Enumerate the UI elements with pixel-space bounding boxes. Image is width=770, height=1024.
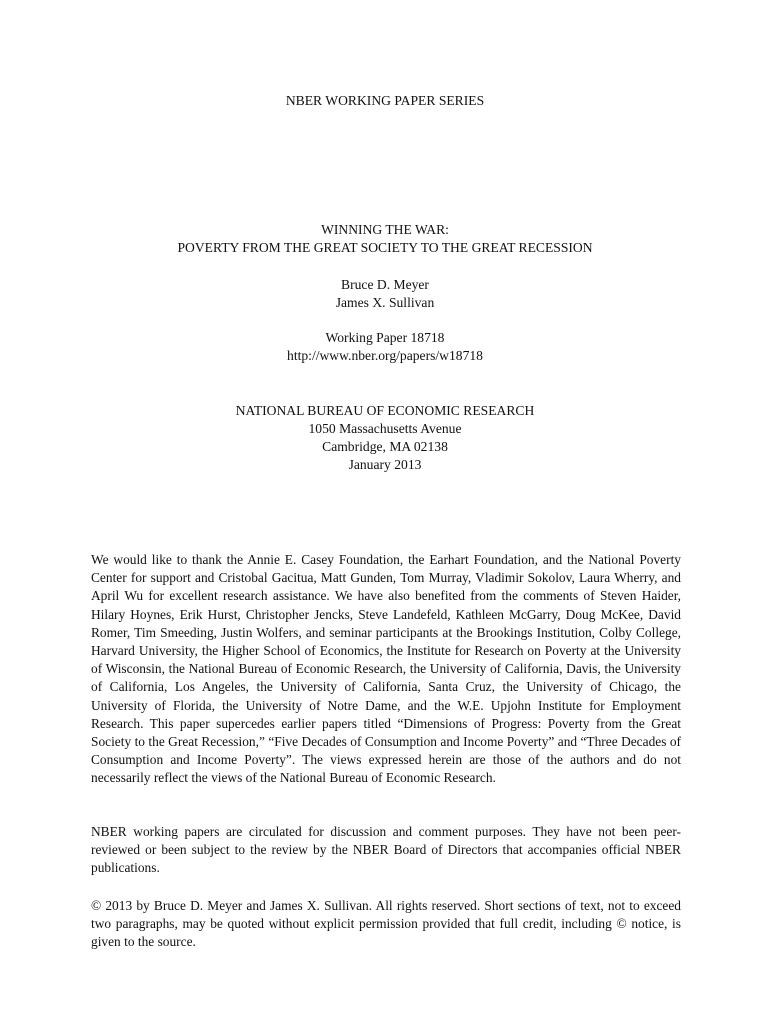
working-paper-url[interactable]: http://www.nber.org/papers/w18718	[287, 348, 483, 363]
copyright-paragraph: © 2013 by Bruce D. Meyer and James X. Sullivan. All rights reserved. Short sections of text, not to exceed two paragraphs, may be quoted without explicit permission provided that full credit, including © notice, is given to the source.	[91, 898, 681, 950]
publisher-street: 1050 Massachusetts Avenue	[308, 421, 462, 436]
author-list	[0, 276, 770, 312]
title-line-1: WINNING THE WAR:	[321, 222, 449, 237]
series-label: NBER WORKING PAPER SERIES	[285, 93, 485, 108]
circulation-notice-paragraph: NBER working papers are circulated for discussion and comment purposes. They have not been peer-reviewed or been subject to the review by the NBER Board of Directors that accompanies official NBER publications.	[91, 824, 681, 876]
publisher-name: NATIONAL BUREAU OF ECONOMIC RESEARCH	[235, 403, 535, 418]
publisher-city: Cambridge, MA 02138	[322, 439, 448, 454]
paper-title	[0, 221, 770, 257]
publication-date: January 2013	[348, 457, 422, 472]
author-name: Bruce D. Meyer	[341, 277, 429, 292]
working-paper-number: Working Paper 18718	[325, 330, 445, 345]
acknowledgement-paragraph: We would like to thank the Annie E. Casey Foundation, the Earhart Foundation, and the National Poverty Center for support and Cristobal Gacitua, Matt Gunden, Tom Murray, Vladimir Sokolov, Laura Wherry, and April Wu for excellent research assistance. We have also benefited from the comments of Steven Haider, Hilary Hoynes, Erik Hurst, Christopher Jencks, Steve Landefeld, Kathleen McGarry, Doug McKee, David Romer, Tim Smeeding, Justin Wolfers, and seminar participants at the Brookings Institution, Colby College, Harvard University, the Higher School of Economics, the Institute for Research on Poverty at the University of Wisconsin, the National Bureau of Economic Research, the University of California, Davis, the University of California, Los Angeles, the University of California, Santa Cruz, the University of Chicago, the University of Florida, the University of Notre Dame, and the W.E. Upjohn Institute for Employment Research. This paper supercedes earlier papers titled “Dimensions of Progress: Poverty from the Great Society to the Great Recession,” “Five Decades of Consumption and Income Poverty” and “Three Decades of Consumption and Income Poverty”. The views expressed herein are those of the authors and do not necessarily reflect the views of the National Bureau of Economic Research.	[91, 552, 681, 786]
publisher-block	[0, 402, 770, 474]
series-heading	[0, 92, 770, 110]
author-name: James X. Sullivan	[335, 295, 435, 310]
title-line-2: POVERTY FROM THE GREAT SOCIETY TO THE GREAT RECESSION	[177, 240, 593, 255]
working-paper-info	[0, 329, 770, 365]
